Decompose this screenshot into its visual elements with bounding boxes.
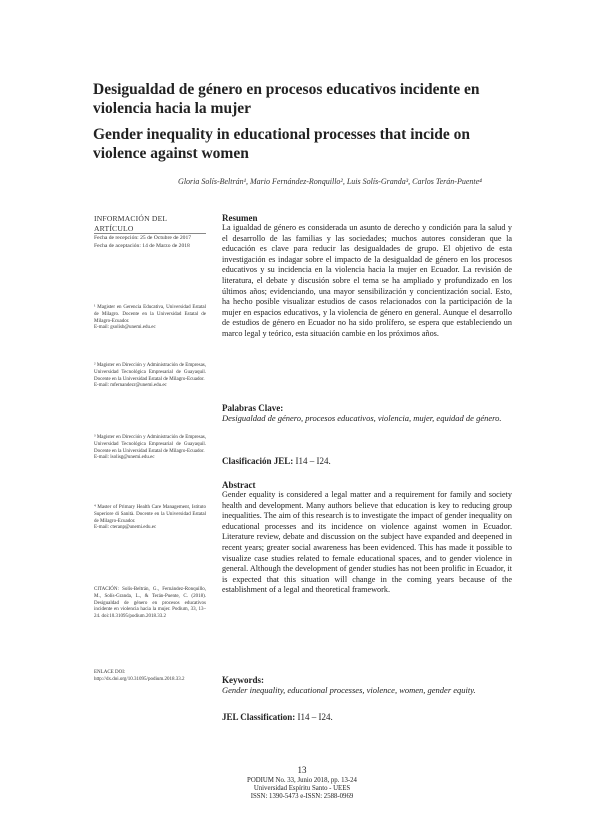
palabras-heading: Palabras Clave: bbox=[222, 403, 284, 413]
author-note-2 bbox=[94, 363, 206, 390]
author-email: E-mail: gsolisb@unemi.edu.ec bbox=[94, 325, 156, 331]
palabras-text: Desigualdad de género, procesos educativos, violencia, mujer, equidad de género. bbox=[222, 413, 502, 423]
author-note-text: ² Magister en Dirección y Administración de Empresas, Universidad Tecnológica Empresarial de Guayaquil. Docente en la Universidad Estatal de Milagro-Ecuador. bbox=[94, 363, 206, 382]
jel-es-value: I14 – I24. bbox=[295, 456, 331, 466]
author-email: E-mail: lsolisg@unemi.edu.ec bbox=[94, 455, 155, 461]
jel-es-label: Clasificación JEL: bbox=[222, 456, 294, 466]
journal-footer bbox=[222, 777, 382, 801]
footer-line-3: ISSN: 1390-5473 e-ISSN: 2588-0969 bbox=[250, 793, 354, 800]
footer-line-2: Universidad Espíritu Santo - UEES bbox=[253, 785, 351, 792]
keywords-section bbox=[222, 675, 512, 696]
abstract-section bbox=[222, 480, 512, 596]
resumen-section bbox=[222, 213, 512, 340]
article-info-heading: INFORMACIÓN DEL ARTÍCULO bbox=[94, 214, 167, 233]
jel-en-label: JEL Classification: bbox=[222, 712, 296, 722]
keywords-heading: Keywords: bbox=[222, 675, 264, 685]
abstract-heading: Abstract bbox=[222, 480, 256, 490]
accepted-date: Fecha de aceptación: 14 de Marzo de 2018 bbox=[94, 242, 190, 249]
article-info bbox=[94, 214, 206, 250]
page-number: 13 bbox=[297, 765, 307, 775]
resumen-text: La igualdad de género es considerada un asunto de derecho y condición para la salud y el desarrollo de las familias y las sociedades; muchos autores consideran que la educación es clave para reducir las desigualdades de grupo. El objetivo de esta investigación es indagar sobre el impacto de la desigualdad de género en los procesos educativos y su incidencia en la violencia hacia la mujer en Ecuador. La revisión de literatura, el debate y discusión sobre el tema se ha ampliado y profundizado en los últimos años; evidenciando, una mayor sensibilización y concientización social. Esto, ha hecho posible visualizar estudios de casos relacionados con la participación de la mujer en espacios educativos, y la violencia de género en general. Aunque el desarrollo de estudios de género en Ecuador no ha sido prolífero, se espera que estableciendo un marco legal y teórico, esta situación cambie en los próximos años. bbox=[222, 223, 512, 338]
keywords-text: Gender inequality, educational processes, violence, women, gender equity. bbox=[222, 685, 476, 695]
jel-es bbox=[222, 456, 512, 466]
author-note-text: ⁴ Master of Primary Health Care Management, Istituto Superiore di Sanità. Docente en la Universidad Estatal de Milagro-Ecuador. bbox=[94, 505, 206, 524]
author-note-4 bbox=[94, 505, 206, 532]
author-note-text: ¹ Magister en Gerencia Educativa, Universidad Estatal de Milagro. Docente en la Universidad Estatal de Milagro-Ecuador. bbox=[94, 305, 206, 324]
author-email: E-mail: cteranp@unemi.edu.ec bbox=[94, 525, 157, 531]
title-english: Gender inequality in educational processes that incide on violence against women bbox=[93, 126, 471, 162]
doi-link[interactable]: http://dx.doi.org/10.31095/podium.2018.33.2 bbox=[94, 676, 185, 682]
abstract-text: Gender equality is considered a legal matter and a requirement for family and society health and development. Many authors believe that education is key to reducing group inequalities. The aim of this research is to investigate the impact of gender inequality on educational processes and its incidence on violence against women in Ecuador. Literature review, debate and discussion on the subject have expanded and deepened in recent years; greater social awareness has been evidenced. This has made it possible to visualize case studies related to female educational spaces, and to gender violence in general. Although the development of gender studies has not been prolific in Ecuador, it is expected that this situation will change in the coming years because of the establishment of a legal and theoretical framework. bbox=[222, 490, 512, 595]
doi-block bbox=[94, 670, 206, 684]
footer-line-1: PODIUM No. 33, Junio 2018, pp. 13-24 bbox=[247, 777, 357, 784]
authors: Gloria Solís-Beltrán¹, Mario Fernández-Ronquillo², Luis Solís-Granda³, Carlos Terán-Puente⁴ bbox=[178, 177, 482, 186]
author-note-3 bbox=[94, 435, 206, 462]
jel-en bbox=[222, 712, 512, 722]
palabras-section bbox=[222, 403, 512, 424]
author-note-1 bbox=[94, 305, 206, 332]
doi-label: ENLACE DOI: bbox=[94, 670, 126, 675]
author-note-text: ³ Magister en Dirección y Administración de Empresas, Universidad Tecnológica Empresarial de Guayaquil. Docente en la Universidad Estatal de Milagro-Ecuador. bbox=[94, 435, 206, 454]
jel-en-value: I14 – I24. bbox=[297, 712, 333, 722]
received-date: Fecha de recepción: 25 de Octubre de 2017 bbox=[94, 235, 192, 241]
citation: CITACIÓN: Solís-Beltrán, G., Fernández-Ronquillo, M., Solís-Granda, L., & Terán-Puente, C. (2018). Desigualdad de género en procesos educativos incidente en violencia hacia la mujer. Podium, 33, 13–24. doi:10.31095/podium.2018.33.2 bbox=[94, 587, 206, 620]
resumen-heading: Resumen bbox=[222, 213, 258, 223]
title-spanish: Desigualdad de género en procesos educativos incidente en violencia hacia la mujer bbox=[93, 81, 480, 117]
divider bbox=[94, 233, 206, 234]
author-email: E-mail: mfernandezr@unemi.edu.ec bbox=[94, 383, 167, 389]
